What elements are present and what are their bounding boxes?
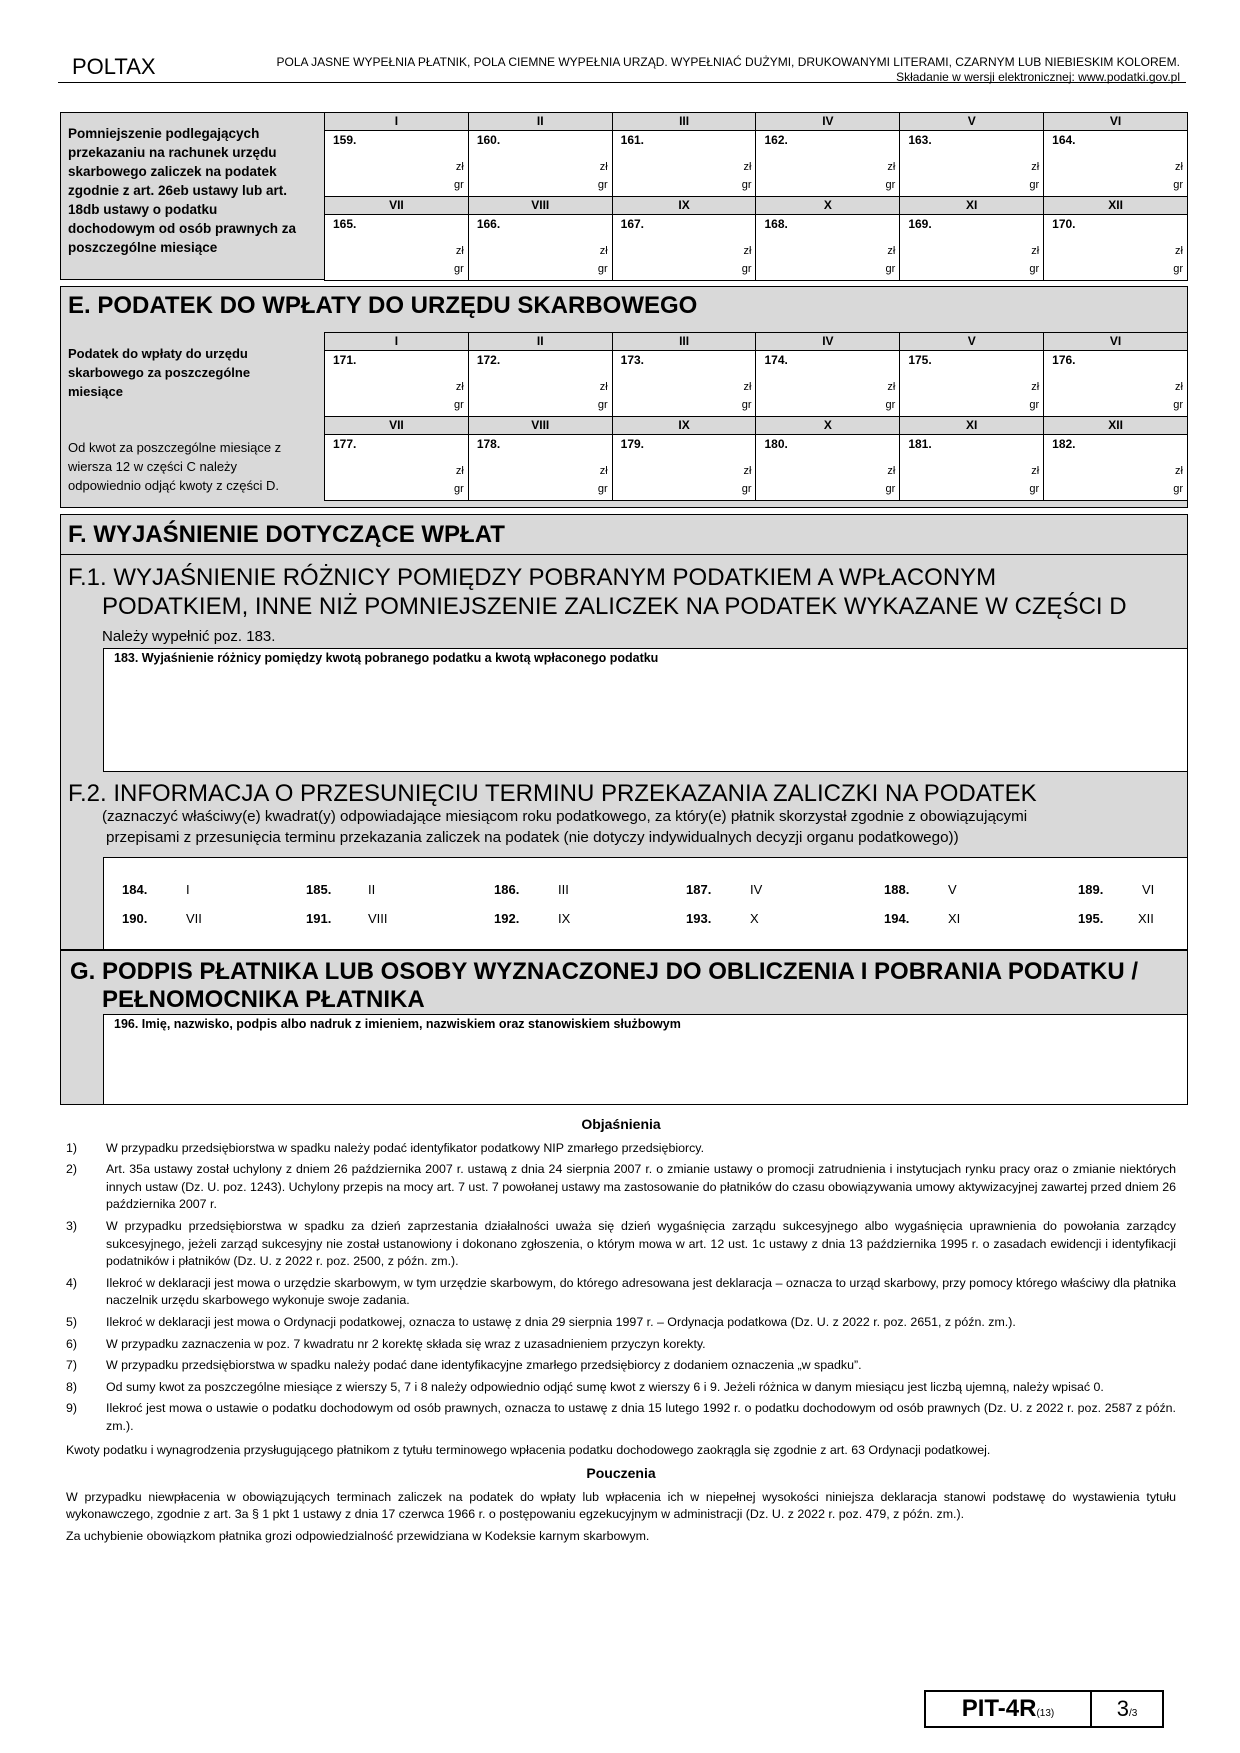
checkbox-184[interactable]: 184. I: [122, 882, 190, 897]
instruction-1: W przypadku niewpłacenia w obowiązujących terminach zaliczek na podatek do wpłaty lub wpłacenia ich w niepełnej wysokości niniejsza deklaracja stanowi podstawę do wystawienia tytułu wykonawczego, zgodnie z art. 3a § 1 pkt 1 ustawy z dnia 17 czerwca 1966 r. o postępowaniu egzekucyjnym w administracji (Dz. U. z 2022 r. poz. 479, z późn. zm.).: [66, 1489, 1176, 1522]
note-3: 3) W przypadku przedsiębiorstwa w spadku za dzień zaprzestania działalności uważa się dzień wygaśnięcia zarządu sukcesyjnego albo wygaśnięcia uprawnienia do powołania zarządcy sukcesyjnego, jeżeli zarząd sukcesyjny nie został ustanowiony i dokonano zgłoszenia, o którym mowa w art. 12 ust. 1c ustawy z dnia 13 października 1995 r. o zasadach ewidencji i identyfikacji podatników i płatników (Dz. U. z 2022 r. poz. 2500, z późn. zm.).: [66, 1218, 1176, 1269]
field-160[interactable]: 160. zł gr: [468, 131, 612, 197]
note-4: 4) Ilekroć w deklaracji jest mowa o urzędzie skarbowym, w tym urzędzie skarbowym, do którego adresowana jest deklaracja – oznacza to urząd skarbowy, przy pomocy którego właściwy dla płatnika naczelnik urzędu skarbowego wykonuje swoje zadania.: [66, 1275, 1176, 1308]
checkbox-195[interactable]: 195. XII: [1078, 911, 1154, 926]
note-5: 5) Ilekroć w deklaracji jest mowa o Ordynacji podatkowej, oznacza to ustawę z dnia 29 sierpnia 1997 r. – Ordynacja podatkowa (Dz. U. z 2022 r. poz. 2651, z późn. zm.).: [66, 1314, 1016, 1329]
field-162[interactable]: 162. zł gr: [756, 131, 900, 197]
field-161[interactable]: 161. zł gr: [612, 131, 756, 197]
header-divider: [58, 82, 200, 83]
field-183-label: 183. Wyjaśnienie różnicy pomiędzy kwotą pobranego podatku a kwotą wpłaconego podatku: [114, 651, 659, 665]
checkbox-188[interactable]: 188. V: [884, 882, 957, 897]
note-7: 7) W przypadku przedsiębiorstwa w spadku należy podać dane identyfikacyjne zmarłego przedsiębiorcy z dodaniem oznaczenia „w spadku”.: [66, 1358, 862, 1373]
section-f-title: F. WYJAŚNIENIE DOTYCZĄCE WPŁAT: [68, 521, 505, 548]
signature-field-196[interactable]: [103, 1014, 1188, 1105]
field-164[interactable]: 164. zł gr: [1044, 131, 1188, 197]
checkbox-194[interactable]: 194. XI: [884, 911, 961, 926]
checkbox-192[interactable]: 192. IX: [494, 911, 571, 926]
field-182[interactable]: 182. zł gr: [1044, 435, 1188, 501]
field-171[interactable]: 171. zł gr: [325, 351, 469, 417]
field-167[interactable]: 167. zł gr: [612, 215, 756, 281]
instruction-2: Za uchybienie obowiązkom płatnika grozi odpowiedzialność przewidziana w Kodeksie karnym skarbowym.: [66, 1528, 650, 1543]
explanations: [66, 1116, 1176, 1549]
fill-instructions: POLA JASNE WYPEŁNIA PŁATNIK, POLA CIEMNE WYPEŁNIA URZĄD. WYPEŁNIAĆ DUŻYMI, DRUKOWANYMI LITERAMI, CZARNYM LUB NIEBIESKIM KOLOREM. Składanie w wersji elektronicznej: www.podatki.gov.pl: [180, 55, 1180, 85]
form-footer: [924, 1690, 1164, 1728]
explanation-field-183[interactable]: [103, 648, 1188, 772]
checkbox-190[interactable]: 190. VII: [122, 911, 202, 926]
f2-description: (zaznaczyć właściwy(e) kwadrat(y) odpowiadające miesiącom roku podatkowego, za który(e) płatnik skorzystał zgodnie z obowiązującymi przepisami z przesunięcia terminu przekazania zaliczek na podatek (nie dotyczy indywidualnych decyzji organu podatkowego)): [102, 808, 1028, 846]
checkbox-185[interactable]: 185. II: [306, 882, 376, 897]
field-174[interactable]: 174. zł gr: [756, 351, 900, 417]
field-181[interactable]: 181. zł gr: [900, 435, 1044, 501]
field-176[interactable]: 176. zł gr: [1044, 351, 1188, 417]
reduction-grid: I II III IV V VI 159. zł gr 160. zł gr 161. zł gr 162. zł gr 163. zł gr 164. zł gr VII VIII IX X XI XII 165. zł gr 166. zł gr 167. zł gr 168. zł gr 169. zł gr 170. zł gr: [324, 112, 1188, 281]
field-177[interactable]: 177. zł gr: [325, 435, 469, 501]
month-checkbox-area: [103, 857, 1188, 950]
checkbox-187[interactable]: 187. IV: [686, 882, 763, 897]
field-178[interactable]: 178. zł gr: [468, 435, 612, 501]
note-1: 1) W przypadku przedsiębiorstwa w spadku należy podać identyfikator podatkowy NIP zmarłego przedsiębiorcy.: [66, 1140, 705, 1155]
f2-title: F.2. INFORMACJA O PRZESUNIĘCIU TERMINU PRZEKAZANIA ZALICZKI NA PODATEK: [68, 780, 1037, 807]
rounding-note: Kwoty podatku i wynagrodzenia przysługującego płatnikom z tytułu terminowego wpłacenia podatku dochodowego zaokrągla się zgodnie z art. 63 Ordynacji podatkowej.: [66, 1442, 991, 1457]
field-165[interactable]: 165. zł gr: [325, 215, 469, 281]
field-172[interactable]: 172. zł gr: [468, 351, 612, 417]
field-159[interactable]: 159. zł gr: [325, 131, 469, 197]
field-170[interactable]: 170. zł gr: [1044, 215, 1188, 281]
divider: [60, 554, 1188, 555]
field-173[interactable]: 173. zł gr: [612, 351, 756, 417]
section-g-title: G. PODPIS PŁATNIKA LUB OSOBY WYZNACZONEJ DO OBLICZENIA I POBRANIA PODATKU / PEŁNOMOCNIKA PŁATNIKA: [70, 958, 1139, 1013]
brand-logo: POLTAX: [72, 54, 156, 79]
field-180[interactable]: 180. zł gr: [756, 435, 900, 501]
checkbox-191[interactable]: 191. VIII: [306, 911, 388, 926]
reduction-label: Pomniejszenie podlegających przekazaniu na rachunek urzędu skarbowego zaliczek na podatek zgodnie z art. 26eb ustawy lub art. 18db ustawy o podatku dochodowym od osób prawnych za poszczególne miesiące: [68, 126, 297, 255]
section-e-title: E. PODATEK DO WPŁATY DO URZĘDU SKARBOWEGO: [68, 292, 698, 319]
instructions-title: Pouczenia: [586, 1465, 656, 1482]
note-2: 2) Art. 35a ustawy został uchylony z dniem 26 października 2007 r. ustawą z dnia 24 sierpnia 2007 r. o zmianie ustawy o promocji zatrudnienia i instytucjach rynku pracy oraz o zmianie niektórych innych ustaw (Dz. U. poz. 1243). Uchylony przepis na mocy art. 7 ust. 7 powołanej ustawy ma zastosowanie do płatników do czasu obowiązywania umowy aktywizacyjnej zawartej przed dniem 26 października 2007 r.: [66, 1162, 1176, 1212]
f1-title: F.1. WYJAŚNIENIE RÓŻNICY POMIĘDZY POBRANYM PODATKIEM A WPŁACONYM PODATKIEM, INNE NIŻ POMNIEJSZENIE ZALICZEK NA PODATEK WYKAZANE W CZĘŚCI D: [68, 564, 1127, 620]
field-163[interactable]: 163. zł gr: [900, 131, 1044, 197]
note-8: 8) Od sumy kwot za poszczególne miesiące z wierszy 5, 7 i 8 należy odpowiednio odjąć sumę kwot z wierszy 6 i 9. Jeżeli różnica w danym miesiącu jest liczbą ujemną, należy wpisać 0.: [66, 1379, 1104, 1394]
note-9: 9) Ilekroć jest mowa o ustawie o podatku dochodowym od osób prawnych, oznacza to ustawę z dnia 15 lutego 1992 r. o podatku dochodowym od osób prawnych (Dz. U. z 2022 r. poz. 2587 z późn. zm.).: [66, 1401, 1176, 1433]
field-179[interactable]: 179. zł gr: [612, 435, 756, 501]
tax-payable-label: Podatek do wpłaty do urzędu skarbowego za poszczególne miesiące: [68, 346, 251, 399]
form-id: PIT-4R(13): [926, 1692, 1092, 1726]
field-196-label: 196. Imię, nazwisko, podpis albo nadruk z imieniem, nazwiskiem oraz stanowiskiem służbowym: [114, 1017, 681, 1031]
field-166[interactable]: 166. zł gr: [468, 215, 612, 281]
electronic-submission-link: Składanie w wersji elektronicznej: www.podatki.gov.pl: [896, 70, 1180, 84]
field-168[interactable]: 168. zł gr: [756, 215, 900, 281]
f1-instruction: Należy wypełnić poz. 183.: [102, 628, 276, 645]
field-169[interactable]: 169. zł gr: [900, 215, 1044, 281]
tax-payable-note: Od kwot za poszczególne miesiące z wiersza 12 w części C należy odpowiednio odjąć kwoty z części D.: [68, 440, 282, 493]
explanations-title: Objaśnienia: [581, 1116, 661, 1132]
page-number: 3/3: [1116, 1696, 1138, 1721]
checkbox-186[interactable]: 186. III: [494, 882, 569, 897]
note-6: 6) W przypadku zaznaczenia w poz. 7 kwadratu nr 2 korektę składa się wraz z uzasadnieniem przyczyn korekty.: [66, 1336, 706, 1351]
field-175[interactable]: 175. zł gr: [900, 351, 1044, 417]
checkbox-193[interactable]: 193. X: [686, 911, 759, 926]
tax-payable-grid: I II III IV V VI 171. zł gr 172. zł gr 173. zł gr 174. zł gr 175. zł gr 176. zł gr VII VIII IX X XI XII 177. zł gr 178. zł gr 179. zł gr 180. zł gr 181. zł gr 182. zł gr: [324, 332, 1188, 501]
checkbox-189[interactable]: 189. VI: [1078, 882, 1155, 897]
